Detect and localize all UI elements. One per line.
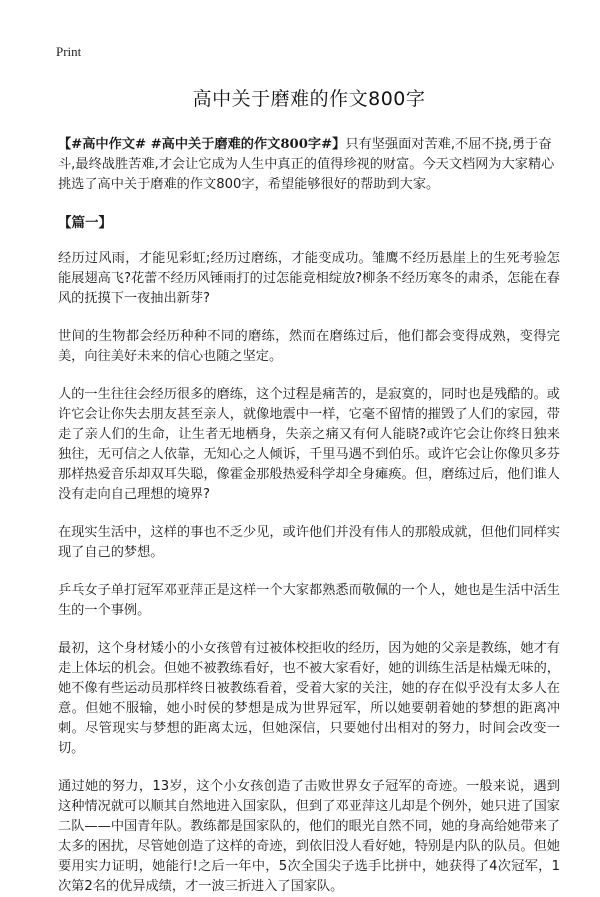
intro-paragraph: [58, 135, 560, 195]
intro-tag: 【#高中作文# #高中关于磨难的作文800字#】: [58, 137, 346, 152]
document-title: 高中关于磨难的作文800字: [192, 88, 426, 110]
intro-text: 只有坚强面对苦难,不屈不挠,勇于奋斗,最终战胜苦难,才会让它成为人生中真正的值得珍视的财富。今天文档网为大家精心挑选了高中关于磨难的作文800字，希望能够很好的帮助到大家。: [58, 137, 555, 192]
paragraph: 最初，这个身材矮小的小女孩曾有过被体校拒收的经历，因为她的父亲是教练，她才有走上体坛的机会。但她不被教练看好，也不被大家看好，她的训练生活是枯燥无味的，她不像有些运动员那样终日被教练看着，受着大家的关注，她的存在似乎没有太多人在意。但她不服输，她小时侯的梦想是成为世界冠军，所以她要朝着她的梦想的距离冲刺。尽管现实与梦想的距离太远，但她深信，只要她付出相对的努力，时间会改变一切。: [58, 641, 560, 756]
article-body: [58, 249, 560, 897]
paragraph: 人的一生往往会经历很多的磨练，这个过程是痛苦的，是寂寞的，同时也是残酷的。或许它会让你失去朋友甚至亲人，就像地震中一样，它毫不留情的摧毁了人们的家园，带走了亲人们的生命，让生者无地栖身，失亲之痛又有何人能晓?或许它会让你终日独来独往，无可信之人依靠，无知心之人倾诉，千里马遇不到伯乐。或许它会让你像贝多芬那样热爱音乐却双耳失聪，像霍金那般热爱科学却全身瘫痪。但，磨练过后，他们谁人没有走向自己理想的境界?: [58, 387, 560, 502]
section-title: 【篇一】: [58, 215, 112, 231]
paragraph: 通过她的努力，13岁，这个小女孩创造了击败世界女子冠军的奇迹。一般来说，遇到这种情况就可以顺其自然地进入国家队，但到了邓亚萍这儿却是个例外，她只进了国家二队——中国青年队。教练都是国家队的，他们的眼光自然不同，她的身高给她带来了太多的困扰，尽管她创造了这样的奇迹，到依旧没人看好她，特别是内队的队员。但她要用实力证明，她能行!之后一年中，5次全国尖子选手比拼中，她获得了4次冠军，1次第2名的优异成绩，才一波三折进入了国家队。: [58, 779, 560, 894]
paragraph: 乒乓女子单打冠军邓亚萍正是这样一个大家都熟悉而敬佩的一个人，她也是生活中活生生的一个事例。: [58, 583, 560, 618]
print-link[interactable]: Print: [56, 44, 82, 59]
paragraph: 世间的生物都会经历种种不同的磨练，然而在磨练过后，他们都会变得成熟，变得完美，向往美好未来的信心也随之坚定。: [58, 329, 560, 364]
paragraph: 经历过风雨，才能见彩虹;经历过磨练，才能变成功。雏鹰不经历悬崖上的生死考验怎能展翅高飞?花蕾不经历风锤雨打的过怎能竟相绽放?柳条不经历寒冬的肃杀，怎能在春风的抚摸下一夜抽出新芽?: [58, 251, 560, 306]
paragraph: 在现实生活中，这样的事也不乏少见，或许他们并没有伟人的那般成就，但他们同样实现了自己的梦想。: [58, 525, 560, 560]
